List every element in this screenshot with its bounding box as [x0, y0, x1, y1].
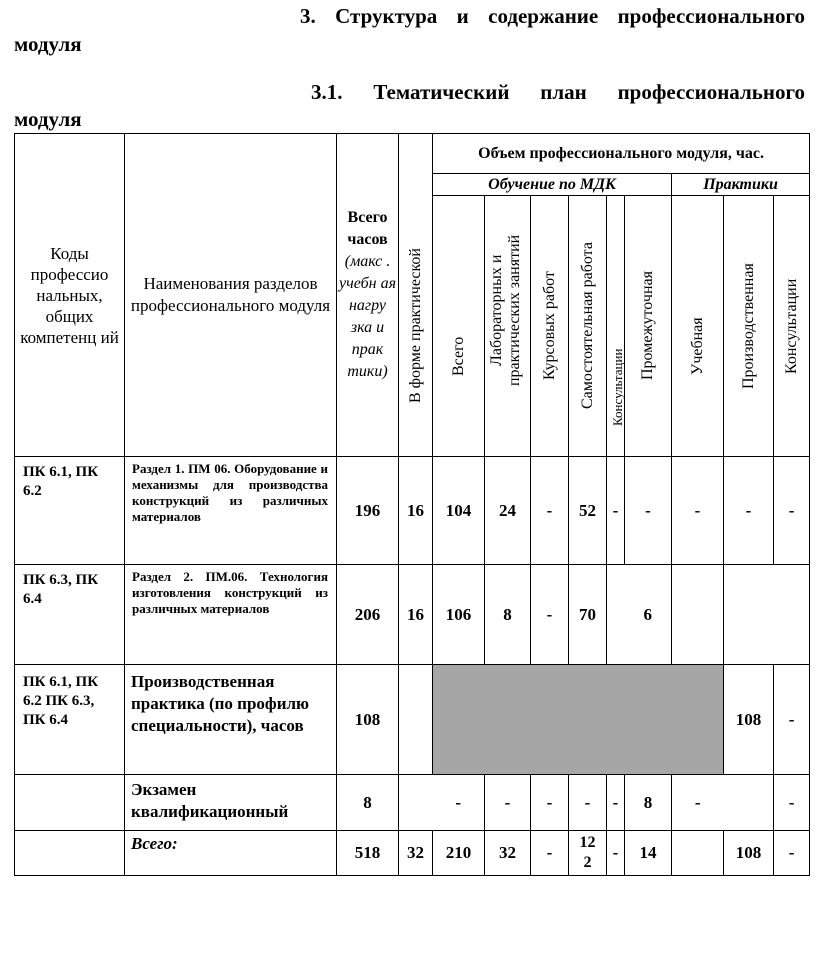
- header-mdk: Обучение по МДК: [433, 174, 672, 196]
- cell: 16: [399, 457, 433, 565]
- header-practice: Практики: [672, 174, 810, 196]
- cell: 196: [337, 457, 399, 565]
- cell: -: [774, 831, 810, 876]
- cell: 8: [337, 775, 399, 831]
- cell: -: [625, 457, 672, 565]
- cell: -: [774, 775, 810, 831]
- row-name: Всего:: [125, 831, 337, 876]
- cell: [607, 565, 625, 665]
- header-intermediate: Промежуточная: [639, 271, 656, 381]
- cell: 24: [485, 457, 531, 565]
- cell: -: [607, 457, 625, 565]
- table-row: [15, 665, 810, 775]
- header-blank-2: [399, 174, 433, 196]
- heading-word: Тематический: [373, 80, 510, 104]
- cell: -: [531, 775, 569, 831]
- heading-word: и: [456, 4, 469, 28]
- header-production: Производственная: [739, 263, 757, 389]
- row-name: Экзамен квалификационный: [125, 775, 337, 831]
- subsection-heading-line1: [311, 80, 805, 105]
- cell: 12 2: [569, 831, 607, 876]
- row-name: Раздел 1. ПМ 06. Оборудование и механизмы для производства конструкций из различных материалов: [125, 457, 337, 565]
- cell: -: [672, 457, 724, 565]
- cell: 8: [625, 775, 672, 831]
- cell: [672, 831, 724, 876]
- cell: [774, 565, 810, 665]
- heading-word: 3.1.: [311, 80, 343, 104]
- header-practical-form: В форме практической: [406, 248, 424, 404]
- header-study: Учебная: [688, 317, 706, 375]
- header-labs: Лабораторных и практических занятий: [487, 234, 523, 386]
- row-name: Производственная практика (по профилю специальности), часов: [125, 665, 337, 775]
- cell: -: [774, 665, 810, 775]
- header-blank: [399, 134, 433, 174]
- row-codes-empty: [15, 831, 125, 876]
- cell: 6: [625, 565, 672, 665]
- cell: 108: [724, 665, 774, 775]
- cell: [672, 565, 724, 665]
- row-codes: ПК 6.1, ПК 6.2: [15, 457, 125, 565]
- cell: 8: [485, 565, 531, 665]
- cell: -: [433, 775, 485, 831]
- table-row: [15, 457, 810, 565]
- cell: -: [672, 775, 724, 831]
- heading-word: план: [540, 80, 587, 104]
- header-names: Наименования разделов профессионального модуля: [125, 134, 337, 457]
- thematic-plan-table: [14, 133, 810, 876]
- cell: 210: [433, 831, 485, 876]
- cell-empty: [399, 665, 433, 775]
- cell: -: [531, 831, 569, 876]
- subsection-heading-line2: модуля: [14, 107, 82, 131]
- shaded-block: [433, 665, 724, 775]
- cell: [399, 775, 433, 831]
- cell: -: [531, 565, 569, 665]
- row-codes: ПК 6.1, ПК 6.2 ПК 6.3, ПК 6.4: [15, 665, 125, 775]
- cell: -: [607, 775, 625, 831]
- cell: 32: [399, 831, 433, 876]
- section-heading-line2: модуля: [14, 32, 82, 56]
- cell: 108: [724, 831, 774, 876]
- cell: -: [569, 775, 607, 831]
- cell: [724, 565, 774, 665]
- heading-word: Структура: [335, 4, 438, 28]
- heading-word: содержание: [488, 4, 599, 28]
- heading-word: профессионального: [617, 80, 805, 104]
- cell: 32: [485, 831, 531, 876]
- cell: 106: [433, 565, 485, 665]
- cell: -: [485, 775, 531, 831]
- cell: 14: [625, 831, 672, 876]
- cell: 16: [399, 565, 433, 665]
- header-mdk-total: Всего: [449, 336, 467, 376]
- table-row: [15, 565, 810, 665]
- header-course: Курсовых работ: [540, 271, 558, 381]
- cell: 104: [433, 457, 485, 565]
- cell: 206: [337, 565, 399, 665]
- heading-word: 3.: [300, 4, 316, 28]
- row-name: Раздел 2. ПМ.06. Технология изготовления конструкций из различных материалов: [125, 565, 337, 665]
- heading-word: профессионального: [617, 4, 805, 28]
- cell: -: [531, 457, 569, 565]
- cell: [724, 775, 774, 831]
- section-heading-line1: [300, 4, 805, 29]
- cell: 108: [337, 665, 399, 775]
- header-total: [337, 134, 399, 457]
- header-volume: Объем профессионального модуля, час.: [433, 134, 810, 174]
- header-independent: Самостоятельная работа: [578, 242, 596, 410]
- cell: 52: [569, 457, 607, 565]
- table-row: [15, 775, 810, 831]
- cell: 518: [337, 831, 399, 876]
- row-codes: ПК 6.3, ПК 6.4: [15, 565, 125, 665]
- cell: -: [774, 457, 810, 565]
- row-codes-empty: [15, 775, 125, 831]
- cell: -: [724, 457, 774, 565]
- header-total-italic: (макс . учебн ая нагру зка и прак тики): [338, 253, 397, 380]
- table-row: [15, 831, 810, 876]
- header-total-bold: Всего часов: [347, 209, 388, 248]
- header-consultations: Консультации: [782, 278, 800, 374]
- cell: -: [607, 831, 625, 876]
- cell: 70: [569, 565, 607, 665]
- header-codes: Коды профессио нальных, общих компетенц ий: [15, 134, 125, 457]
- header-consult-small: Консультации: [609, 348, 625, 426]
